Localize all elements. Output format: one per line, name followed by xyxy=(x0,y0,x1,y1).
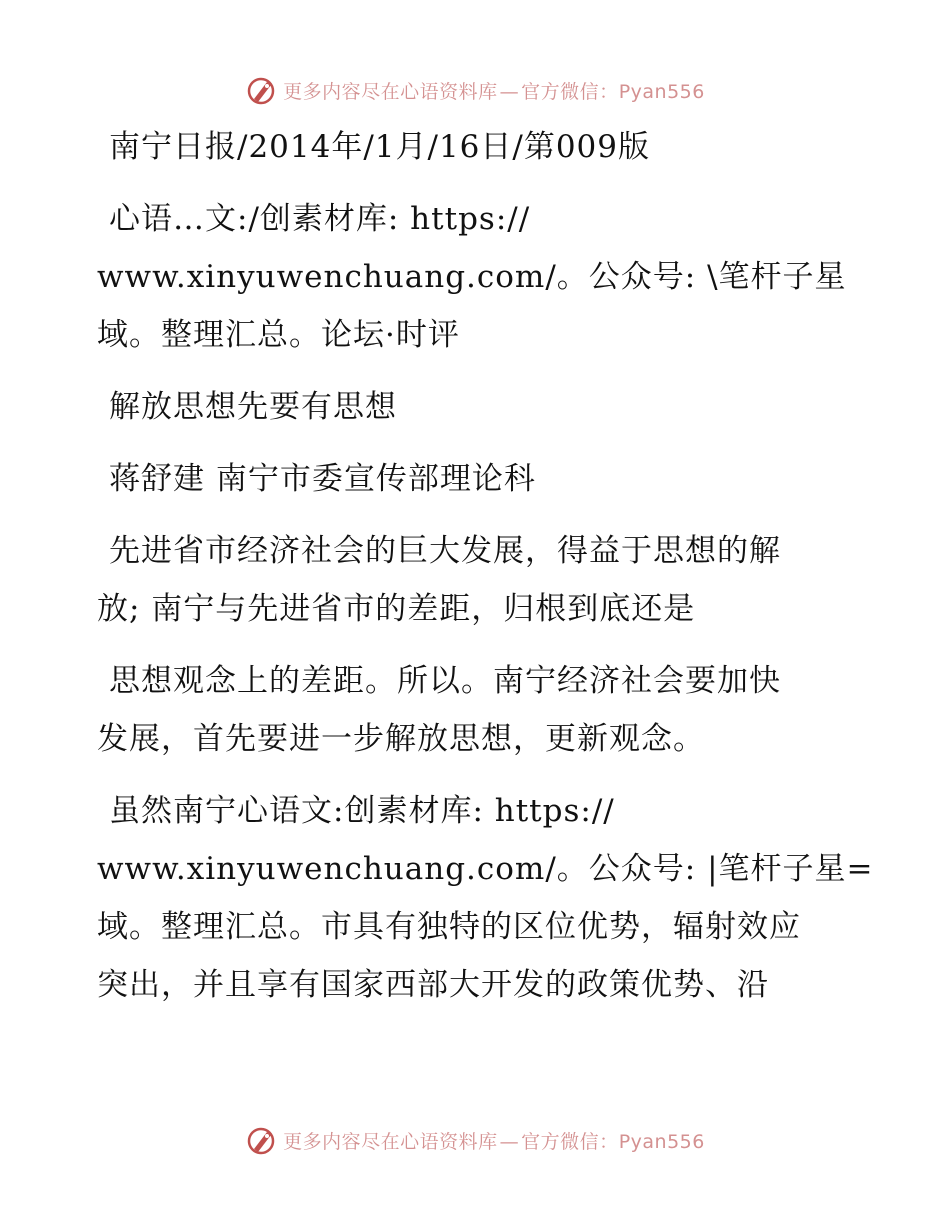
text-line: 心语…文:/创素材库: https:// xyxy=(109,201,531,237)
text-line: 域。整理汇总。论坛·时评 xyxy=(97,317,460,353)
pen-nib-logo-icon xyxy=(245,1124,277,1156)
text-line: 虽然南宁心语文:创素材库: https:// xyxy=(109,793,615,829)
watermark-text: 更多内容尽在心语资料库 — 官方微信：Pyan556 xyxy=(283,80,705,103)
watermark-text: 更多内容尽在心语资料库 — 官方微信：Pyan556 xyxy=(283,1130,705,1153)
source-line: 南宁日报/2014年/1月/16日/第009版 xyxy=(109,129,651,165)
text-line: www.xinyuwenchuang.com/。公众号: |笔杆子星= xyxy=(97,851,874,887)
header-watermark xyxy=(0,70,950,110)
text-line: 发展，首先要进一步解放思想，更新观念。 xyxy=(97,721,705,757)
text-line: 域。整理汇总。市具有独特的区位优势，辐射效应 xyxy=(97,909,801,945)
footer-watermark xyxy=(0,1120,950,1160)
pen-nib-logo-icon xyxy=(245,74,277,106)
text-line: 先进省市经济社会的巨大发展，得益于思想的解 xyxy=(109,533,781,569)
author-line: 蒋舒建 南宁市委宣传部理论科 xyxy=(109,461,536,497)
article-title: 解放思想先要有思想 xyxy=(109,389,397,425)
text-line: www.xinyuwenchuang.com/。公众号: \笔杆子星 xyxy=(97,259,847,295)
text-line: 思想观念上的差距。所以。南宁经济社会要加快 xyxy=(109,663,781,699)
article-body xyxy=(97,118,874,1014)
text-line: 放; 南宁与先进省市的差距，归根到底还是 xyxy=(97,591,696,627)
text-line: 突出，并且享有国家西部大开发的政策优势、沿 xyxy=(97,967,769,1003)
